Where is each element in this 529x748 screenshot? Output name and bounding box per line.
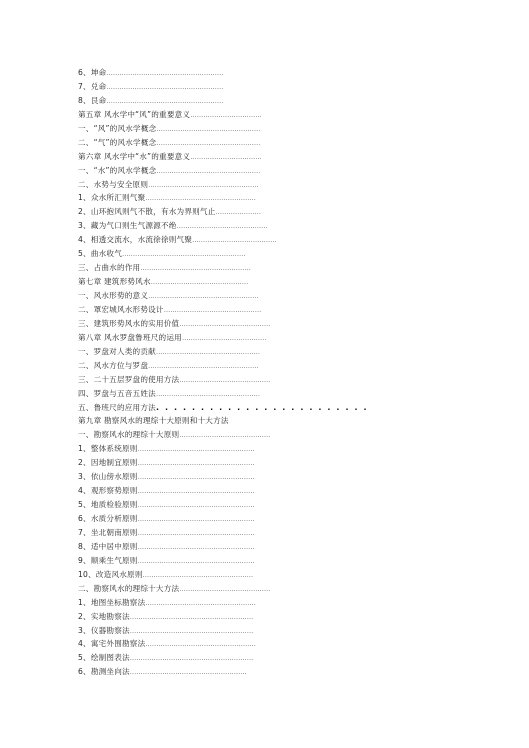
toc-entry-title: 第六章 风水学中“水”的重要意义 [78,151,191,161]
toc-leader: ………………………………………… [155,347,260,356]
toc-leader: ……………………………………………… [137,528,255,537]
toc-entry-title: 8、适中居中原则 [78,541,138,551]
toc-entry-title: 二、“气”的风水学概念 [78,137,157,147]
toc-entry [78,651,398,665]
toc-entry-title: 2、山环抱风则气不散，有水为界则气止 [78,207,216,217]
toc-entry-title: 三、建筑形势风水的实用价值 [78,318,180,328]
toc-entry-title: 6、水质分析原则 [78,514,138,523]
toc-entry [78,247,398,261]
toc-leader: …………………………………………… [140,264,251,273]
toc-entry [78,554,398,568]
toc-entry [78,610,398,624]
toc-entry [78,387,398,401]
toc-entry-title: 3、藏为气口则生气源源不绝 [78,221,177,231]
toc-entry-title: 第八章 风水罗盘鲁班尺的运用 [78,332,182,342]
toc-leader: …………………………………… [179,375,271,384]
toc-entry [78,470,398,484]
toc-leader: ………………………………………… [156,124,261,133]
toc-entry-title: 8、艮命 [78,95,107,105]
toc-entry-title: 一、勘察风水的理综十大原则 [78,430,180,440]
toc-entry-title: 1、地图坐标勘察法 [78,597,146,607]
toc-leader: ……………………………………………… [106,69,224,77]
toc-entry [78,261,398,275]
toc-leader: ……………………………………… [163,305,262,314]
toc-entry-title: 二、勘察风水的理综十大方法 [78,583,180,593]
toc-entry [78,136,398,150]
toc-entry-title: 6、坤命 [78,68,107,77]
toc-entry [78,596,398,610]
toc-leader: …………………………………………… [145,194,256,203]
toc-entry [78,164,398,178]
toc-leader: …………………………… [190,152,262,161]
toc-leader: ……………………………………………… [137,459,255,468]
toc-entry-title: 二、水势与安全原则 [78,179,149,189]
toc-entry-title: 一、风水形势的意义 [78,291,149,300]
toc-entry-title: 四、罗盘与五音五姓法 [78,388,156,398]
toc-entry [78,540,398,554]
toc-entry [78,275,398,289]
toc-entry [78,568,398,582]
toc-leader: …………………………… [190,110,262,119]
toc-leader: …………………………………… [179,319,271,328]
toc-entry-title: 5、地质检验原则 [78,500,138,510]
toc-leader: ………………………………………… [155,389,260,398]
toc-leader: ………………………………………… [156,138,261,147]
toc-entry [78,178,398,192]
toc-entry-title: 6、勘测坐向法 [78,667,130,677]
toc-entry-title: 10、改造风水原则 [78,569,143,579]
toc-entry [78,498,398,512]
toc-entry-title: 5、绘制图表法 [78,653,130,663]
toc-entry-title: 三、占曲水的作用 [78,263,141,273]
toc-leader: ………………………………… [181,333,267,342]
toc-leader: ……………………………………………… [106,96,224,105]
toc-leader: ……………………………………………… [129,668,247,677]
toc-entry-title: 4、相透交流水，水流徐徐则气聚 [78,235,193,245]
toc-entry-title: 第七章 建筑形势风水 [78,277,151,287]
toc-entry [78,582,398,596]
toc-leader: ………………………………………… [156,166,261,175]
toc-leader: . . . . . . . . . . . . . . . . . . . . . . . . [155,402,369,412]
toc-entry [78,359,398,373]
toc-leader: ………………………………………………… [129,612,254,621]
toc-entry [78,414,398,428]
toc-entry [78,484,398,498]
toc-leader: ……………………………………………… [137,473,255,482]
toc-leader: …………………………………………… [142,570,254,579]
toc-entry [78,512,398,526]
toc-leader: …………………………………… [179,584,271,593]
toc-entry [78,526,398,540]
toc-entry [78,637,398,651]
toc-entry [78,108,398,122]
toc-entry [78,665,398,679]
toc-entry-title: 5、曲水收气 [78,249,122,259]
toc-entry-title: 1、整体系统原则 [78,444,138,454]
toc-entry [78,205,398,219]
toc-leader: …………………………………………… [148,180,259,189]
toc-entry [78,66,398,80]
toc-leader: ……………………………………………… [137,515,255,523]
toc-leader: ……………………………………………… [137,542,255,551]
toc-leader: ……………………………………………… [137,556,255,565]
toc-entry-title: 一、“风”的风水学概念 [78,123,157,133]
toc-entry-title: 五、鲁班尺的应用方法 [78,402,156,412]
toc-entry [78,373,398,387]
toc-leader: …………………………………… [176,222,268,231]
toc-entry-title: 一、“水”的风水学概念 [78,165,157,175]
toc-entry [78,122,398,136]
toc-entry-title: 二、罩宏城风水形势设计 [78,304,164,314]
toc-entry [78,150,398,164]
toc-entry [78,401,398,415]
toc-entry-title: 1、众水所汇则气聚 [78,193,146,203]
toc-entry-title: 7、坐北朝南原则 [78,527,138,537]
toc-entry [78,331,398,345]
toc-entry [78,345,398,359]
toc-leader: ……………………………………………… [137,445,255,454]
toc-entry-title: 9、顺乘生气原则 [78,555,138,565]
toc-leader: ……………………………………… [150,278,249,287]
toc-leader: …………………………………………… [148,361,259,370]
toc-entry [78,191,398,205]
toc-entry [78,624,398,638]
toc-leader: ……………………………………………… [137,487,255,496]
toc-entry [78,456,398,470]
table-of-contents [78,66,398,679]
toc-entry [78,233,398,247]
toc-entry-title: 7、兑命 [78,81,107,91]
toc-leader: …………………………………………… [148,292,259,300]
toc-entry-title: 4、观形察势原则 [78,486,138,496]
toc-entry [78,442,398,456]
toc-entry-title: 第九章 勘察风水的理综十大原则和十大方法 [78,416,229,426]
toc-entry-title: 第五章 风水学中“风”的重要意义 [78,109,191,119]
toc-leader: ……………………………………………… [106,82,224,91]
toc-entry [78,428,398,442]
toc-leader: ………………………………………………… [122,250,246,259]
toc-entry-title: 4、寓宅外围勘察法 [78,639,146,649]
toc-entry [78,317,398,331]
toc-leader: ……………………………………………… [137,501,255,510]
toc-entry [78,94,398,108]
toc-leader: ………………………………………………… [129,626,254,635]
toc-entry [78,80,398,94]
toc-entry [78,219,398,233]
toc-leader: …………………………………………… [145,640,256,649]
toc-entry-title: 2、实地勘察法 [78,611,130,621]
toc-entry-title: 一、罗盘对人类的贡献 [78,346,156,356]
toc-entry [78,303,398,317]
toc-leader: …………………………………………… [145,598,256,607]
toc-leader: …………………………………… [179,431,271,440]
toc-entry-title: 二、风水方位与罗盘 [78,360,149,370]
toc-entry [78,289,398,303]
toc-entry-title: 3、依山傍水原则 [78,472,138,482]
toc-entry-title: 3、仪器勘察法 [78,625,130,635]
toc-leader: ………………………………………………… [129,654,254,663]
toc-entry-title: 三、二十五层罗盘的使用方法 [78,374,180,384]
toc-leader: ………………… [215,208,262,217]
toc-entry-title: 2、因地制宜原则 [78,458,138,468]
toc-leader: ………………………………… [192,236,277,245]
